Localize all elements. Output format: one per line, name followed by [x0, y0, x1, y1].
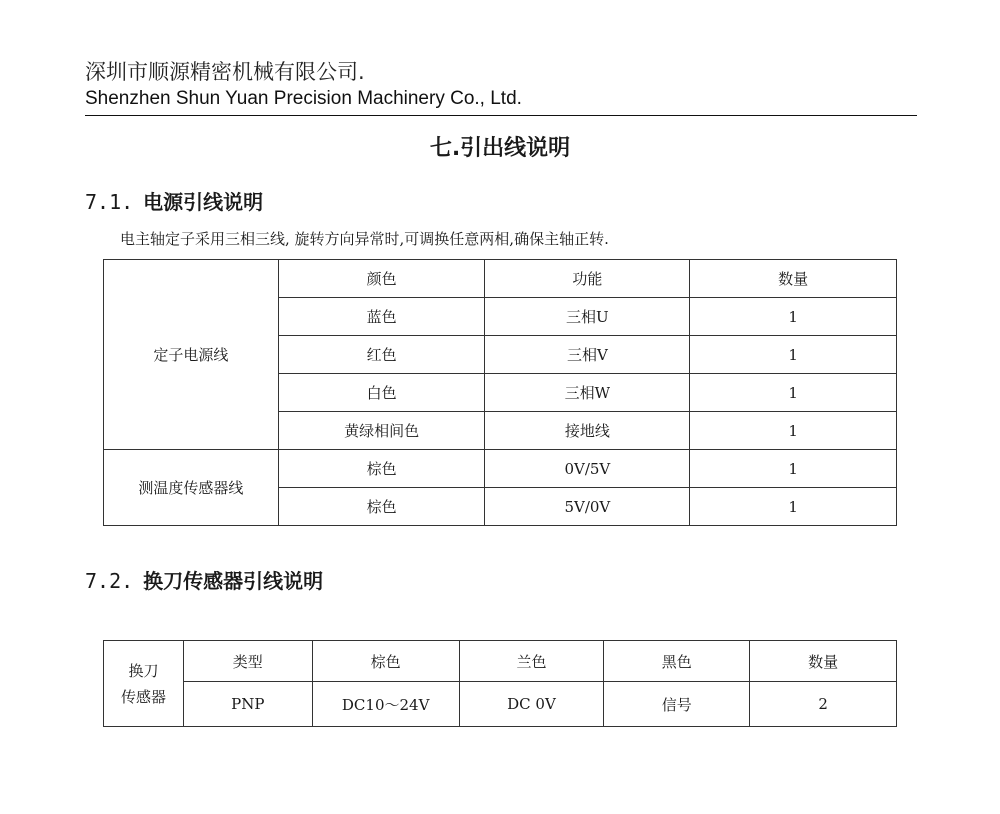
cell-function: 三相U: [485, 298, 690, 336]
cell-function: 5V/0V: [485, 488, 690, 526]
header-color: 颜色: [278, 260, 485, 298]
row-label-tool-sensor: [104, 641, 184, 727]
cell-color: 蓝色: [278, 298, 485, 336]
cell-function: 接地线: [485, 412, 690, 450]
cell-color: 棕色: [278, 450, 485, 488]
company-name-cn: 深圳市顺源精密机械有限公司.: [85, 60, 365, 84]
cell-color: 棕色: [278, 488, 485, 526]
cell-qty: 1: [690, 450, 897, 488]
company-name-en: Shenzhen Shun Yuan Precision Machinery Co., Ltd.: [85, 88, 522, 109]
subsection-heading: 换刀传感器引线说明: [143, 569, 324, 593]
cell-blue: DC 0V: [459, 682, 604, 727]
cell-qty: 1: [690, 298, 897, 336]
row-label-line: 传感器: [120, 687, 166, 706]
cell-color: 黄绿相间色: [278, 412, 485, 450]
power-lead-table: [103, 259, 897, 526]
cell-function: 三相V: [485, 336, 690, 374]
cell-black: 信号: [604, 682, 750, 727]
table-header-row: [104, 260, 897, 298]
subsection-title-7-1: [85, 186, 263, 215]
header-qty: 数量: [690, 260, 897, 298]
table-header-row: [104, 641, 897, 682]
subsection-number: 7.2.: [85, 569, 134, 593]
cell-type: PNP: [183, 682, 312, 727]
section-title: 七.引出线说明: [429, 136, 571, 161]
header-black: 黑色: [604, 641, 750, 682]
row-label-line: 换刀: [128, 661, 159, 680]
tool-change-sensor-table: [103, 640, 897, 727]
description-text: 电主轴定子采用三相三线, 旋转方向异常时,可调换任意两相,确保主轴正转.: [120, 230, 609, 248]
cell-qty: 1: [690, 374, 897, 412]
group-label-temp-sensor: 测温度传感器线: [104, 450, 279, 526]
header-brown: 棕色: [312, 641, 459, 682]
cell-brown: DC10～24V: [312, 682, 459, 727]
header-type: 类型: [183, 641, 312, 682]
cell-qty: 1: [690, 488, 897, 526]
cell-function: 0V/5V: [485, 450, 690, 488]
cell-qty: 1: [690, 412, 897, 450]
subsection-title-7-2: [85, 565, 323, 594]
header-function: 功能: [485, 260, 690, 298]
table-row: [104, 682, 897, 727]
table-row: [104, 450, 897, 488]
cell-color: 红色: [278, 336, 485, 374]
cell-qty: 2: [750, 682, 897, 727]
cell-color: 白色: [278, 374, 485, 412]
cell-qty: 1: [690, 336, 897, 374]
group-label-stator: 定子电源线: [104, 260, 279, 450]
subsection-heading: 电源引线说明: [143, 190, 264, 214]
subsection-number: 7.1.: [85, 190, 134, 214]
header-divider: [85, 115, 917, 116]
cell-function: 三相W: [485, 374, 690, 412]
header-qty: 数量: [750, 641, 897, 682]
header-blue: 兰色: [459, 641, 604, 682]
